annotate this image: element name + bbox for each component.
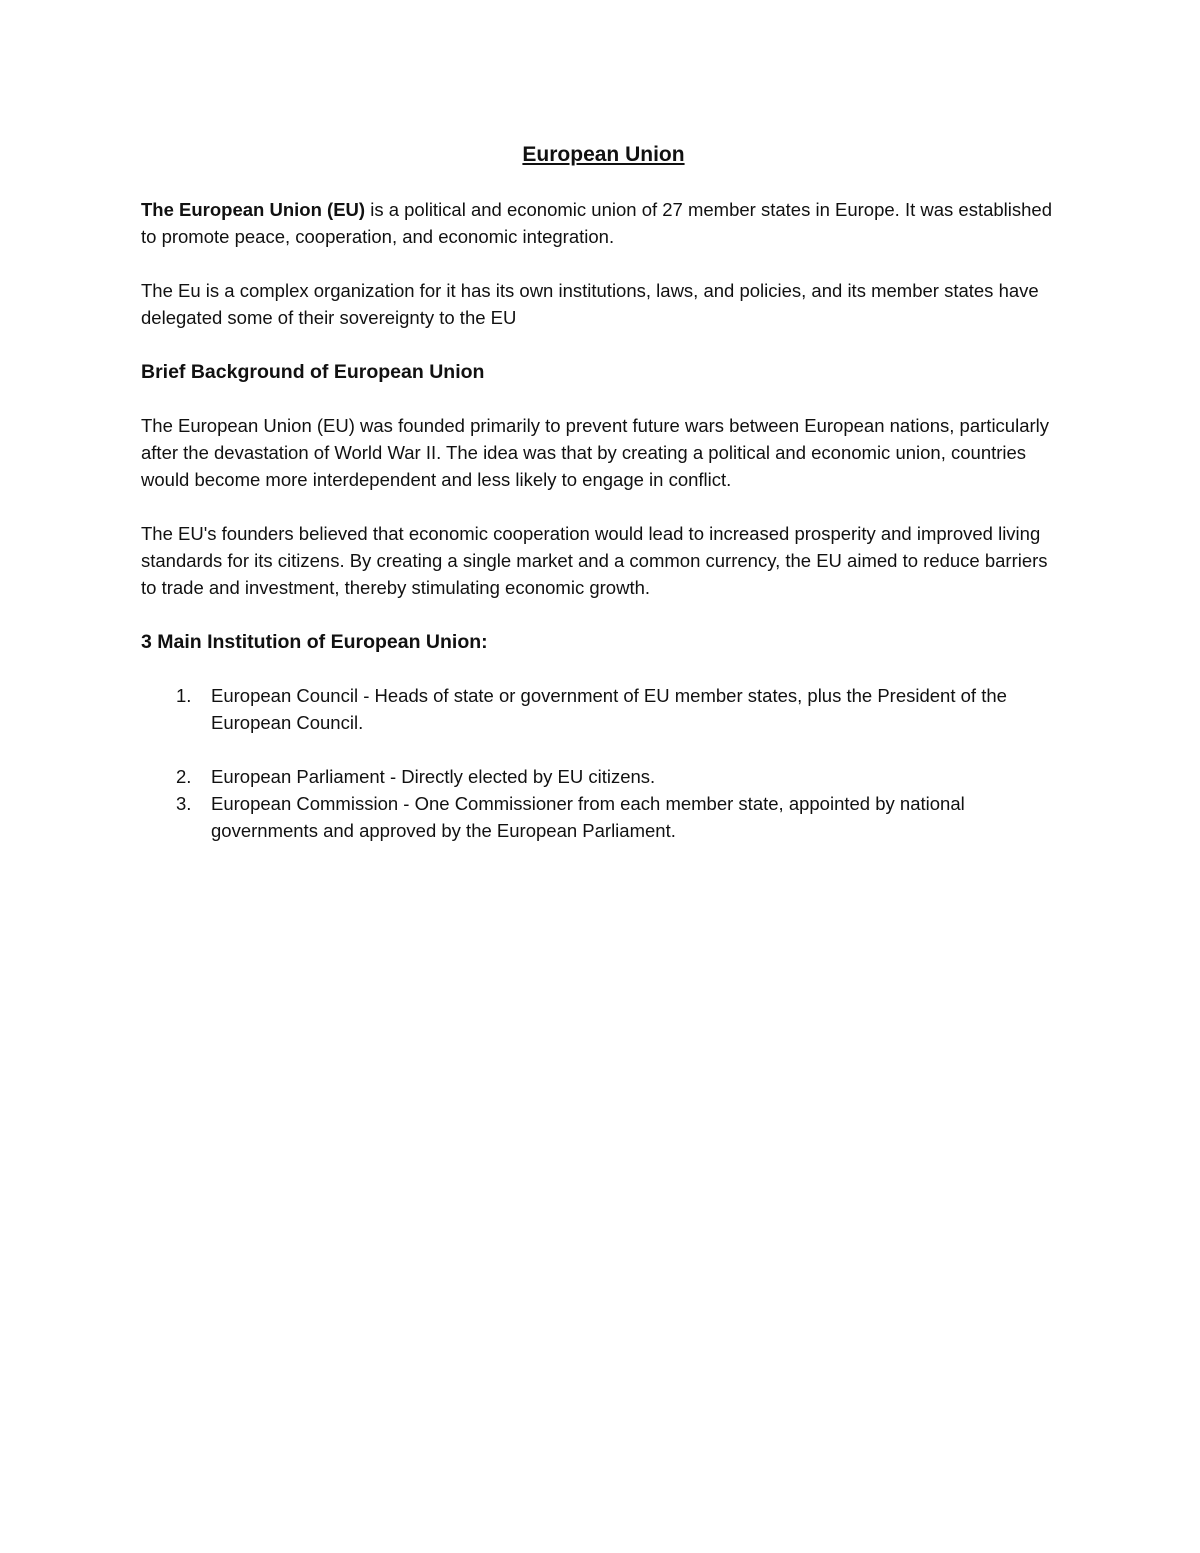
list-item-text: European Parliament - Directly elected by EU citizens. [211,766,656,787]
list-item [141,763,1066,790]
list-item-number: 2. [176,766,192,787]
background-paragraph-1: The European Union (EU) was founded primarily to prevent future wars between European nations, particularly after the devastation of World War II. The idea was that by creating a political and economic union, countries would become more interdependent and less likely to engage in conflict. [141,415,1050,490]
document-title: European Union [522,143,685,166]
institutions-list [141,682,1066,844]
section-heading-background: Brief Background of European Union [141,361,485,383]
list-item [141,790,1066,844]
intro-bold-lead: The European Union (EU) [141,199,366,220]
section-heading-institutions: 3 Main Institution of European Union: [141,631,488,653]
list-item-text: European Council - Heads of state or government of EU member states, plus the President of the European Council. [211,685,1007,733]
list-item-text: European Commission - One Commissioner from each member state, appointed by national governments and approved by the European Parliament. [211,793,965,841]
list-item-number: 1. [176,685,192,706]
overview-paragraph: The Eu is a complex organization for it has its own institutions, laws, and policies, and its member states have delegated some of their sovereignty to the EU [141,280,1039,328]
background-paragraph-2: The EU's founders believed that economic cooperation would lead to increased prosperity and improved living standards for its citizens. By creating a single market and a common currency, the EU aimed to reduce barriers to trade and investment, thereby stimulating economic growth. [141,523,1048,598]
list-item [141,682,1066,736]
intro-text: is a political and economic union of 27 member states in Europe. It was established to promote peace, cooperation, and economic integration. [141,199,1052,247]
intro-paragraph [141,196,1066,250]
document-body [141,140,1066,844]
list-item-number: 3. [176,793,192,814]
